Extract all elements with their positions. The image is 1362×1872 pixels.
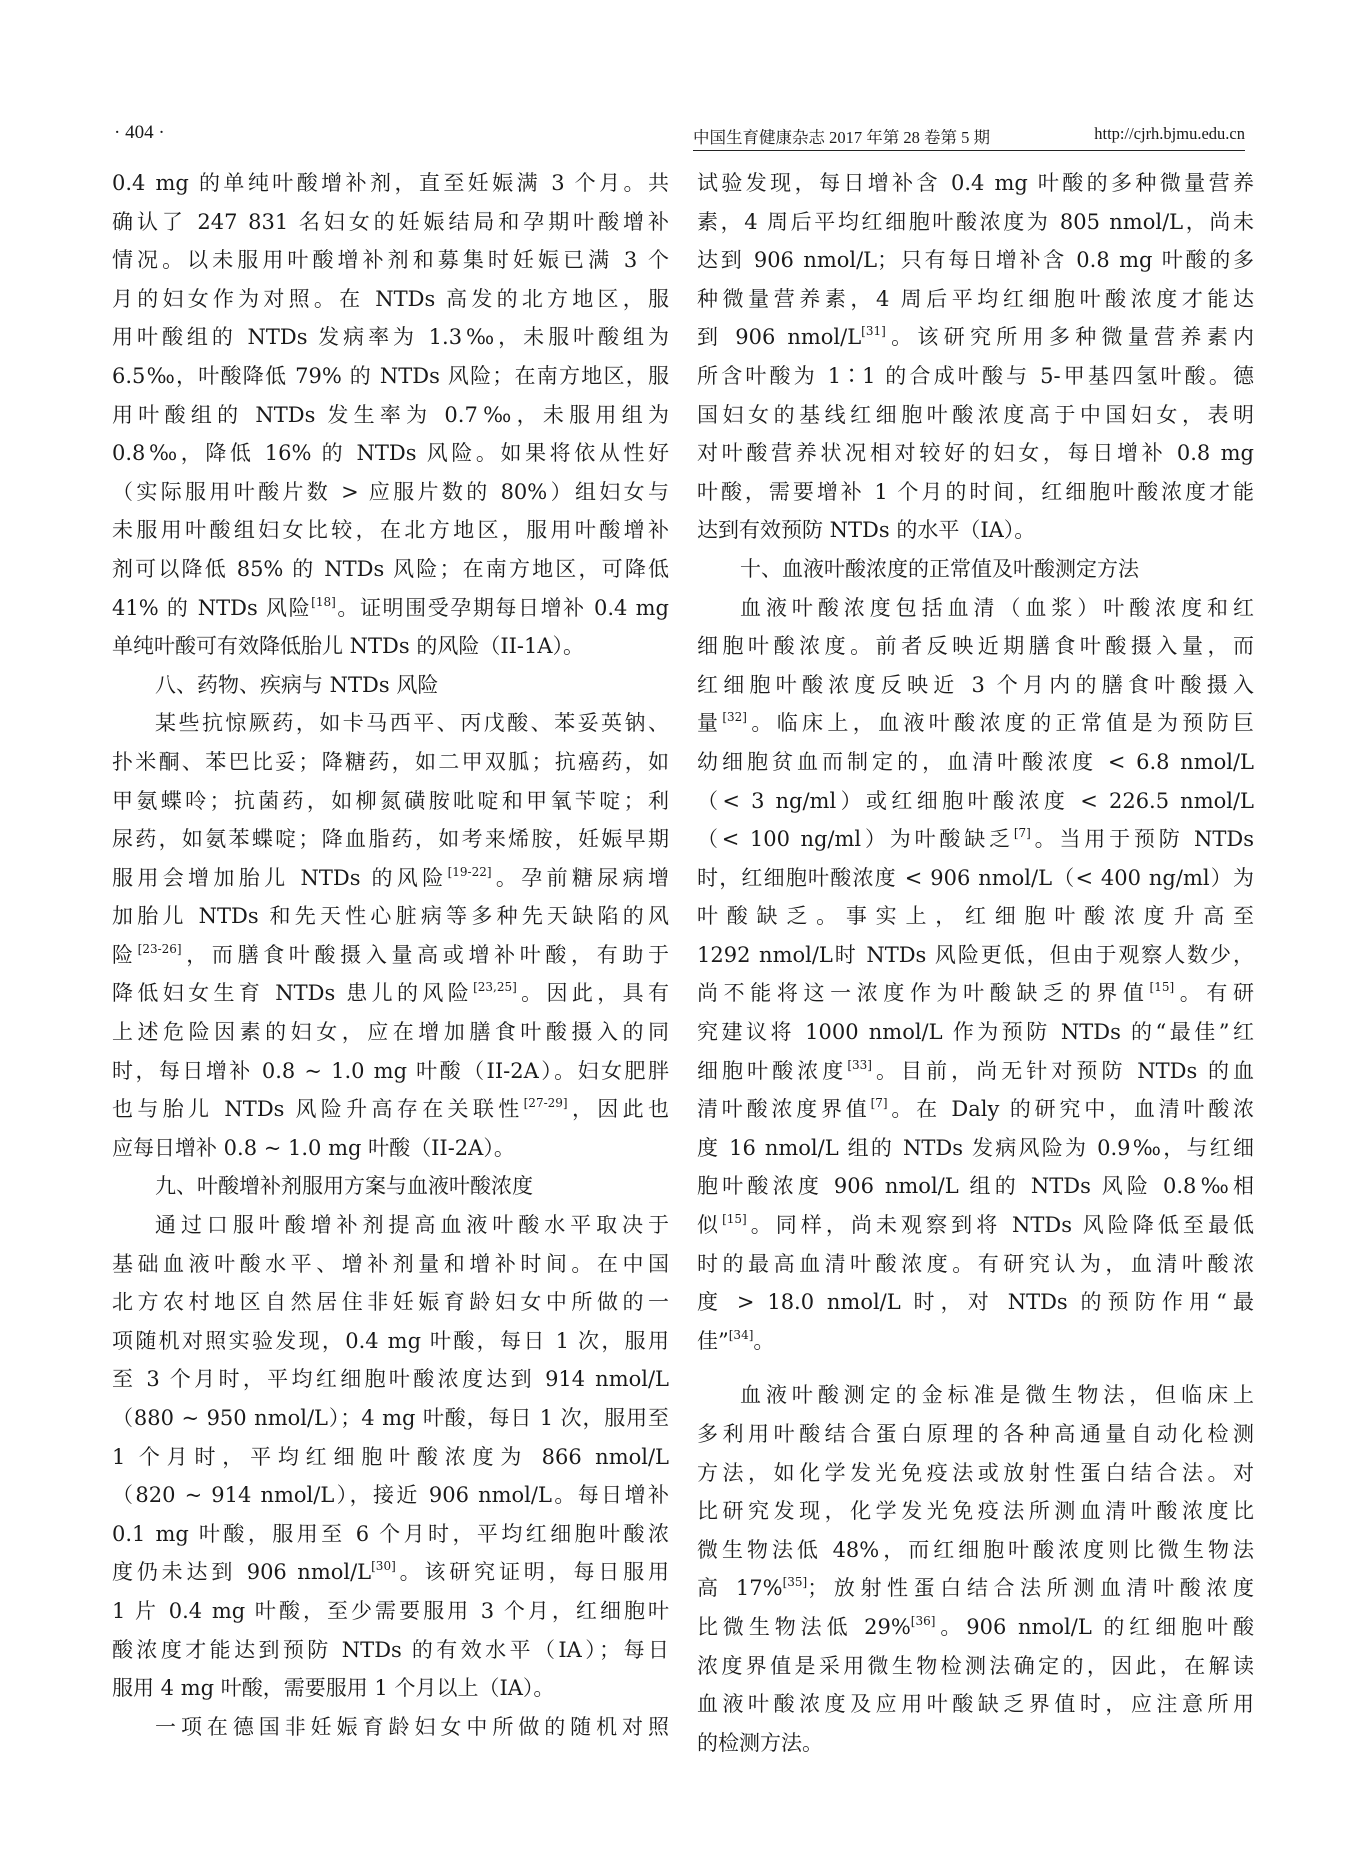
text-line <box>112 203 669 242</box>
line-text: 至 3 个月时，平均红细胞叶酸浓度达到 914 nmol/L <box>112 1367 669 1392</box>
line-text: （< 3 ng/ml）或红细胞叶酸浓度 < 226.5 nmol/L <box>697 788 1254 813</box>
text-line <box>112 1592 669 1631</box>
text-line <box>697 704 1254 743</box>
line-text: 度仍未达到 906 nmol/L <box>112 1560 372 1585</box>
text-line <box>697 1724 1254 1763</box>
line-text: 细胞叶酸浓度。前者反映近期膳食叶酸摄入量，而 <box>697 634 1254 659</box>
line-text: 0.1 mg 叶酸，服用至 6 个月时，平均红细胞叶酸浓 <box>112 1521 669 1546</box>
text-line <box>112 820 669 859</box>
line-text: 用叶酸组的 NTDs 发生率为 0.7‰，未服用组为 <box>112 402 669 427</box>
line-text: 叶酸，需要增补 1 个月的时间，红细胞叶酸浓度才能 <box>697 479 1254 504</box>
citation: [36] <box>910 1613 936 1628</box>
citation: [15] <box>722 1212 747 1227</box>
journal-url: http://cjrh.bjmu.edu.cn <box>1094 124 1245 143</box>
text-line <box>697 974 1254 1013</box>
line-text: 血液叶酸浓度包括血清（血浆）叶酸浓度和红 <box>740 595 1254 620</box>
text-line <box>112 434 669 473</box>
section-heading <box>697 550 1254 589</box>
line-text: （880 ~ 950 nmol/L）；4 mg 叶酸，每日 1 次，服用至 <box>112 1406 669 1430</box>
text-line <box>697 1052 1254 1091</box>
text-line <box>112 936 669 975</box>
text-line <box>112 1360 669 1399</box>
text-line <box>697 1454 1254 1493</box>
line-text: 剂可以降低 85% 的 NTDs 风险；在南方地区，可降低 <box>112 556 669 581</box>
text-line <box>112 318 669 357</box>
line-text: 。临床上，血液叶酸浓度的正常值是为预防巨 <box>747 711 1255 736</box>
line-text: （< 100 ng/ml）为叶酸缺乏 <box>697 827 1014 852</box>
text-line <box>112 1515 669 1554</box>
text-line <box>697 357 1254 396</box>
text-line <box>112 1476 669 1515</box>
text-line <box>697 936 1254 975</box>
text-line <box>112 1669 669 1708</box>
line-text: 达到有效预防 NTDs 的水平（IA）。 <box>697 518 1036 543</box>
text-line <box>697 820 1254 859</box>
text-line <box>697 1090 1254 1129</box>
text-line <box>697 434 1254 473</box>
line-text: 。当用于预防 NTDs <box>1030 827 1254 852</box>
text-line <box>112 589 669 628</box>
text-line <box>697 473 1254 512</box>
text-line <box>697 782 1254 821</box>
text-line <box>697 859 1254 898</box>
citation: [19-22] <box>447 864 492 879</box>
citation: [32] <box>722 710 747 725</box>
text-line <box>697 511 1254 550</box>
line-text: 。有研 <box>1174 981 1255 1006</box>
text-line <box>112 396 669 435</box>
line-text: 清叶酸浓度界值 <box>697 1097 871 1122</box>
line-text: 红细胞叶酸浓度反映近 3 个月内的膳食叶酸摄入 <box>697 672 1254 697</box>
text-line <box>697 1129 1254 1168</box>
left-column <box>112 164 669 1746</box>
running-head <box>693 124 1245 151</box>
line-text: （实际服用叶酸片数 > 应服片数的 80%）组妇女与 <box>112 479 669 504</box>
line-text: 尿药，如氨苯蝶啶；降血脂药，如考来烯胺，妊娠早期 <box>112 827 669 852</box>
line-text: 幼细胞贫血而制定的，血清叶酸浓度 < 6.8 nmol/L <box>697 749 1254 774</box>
line-text: 甲氨蝶呤；抗菌药，如柳氮磺胺吡啶和甲氧苄啶；利 <box>112 788 669 813</box>
text-line <box>697 1647 1254 1686</box>
line-text: 时，红细胞叶酸浓度 < 906 nmol/L（< 400 ng/ml）为 <box>697 865 1254 890</box>
line-text: 到 906 nmol/L <box>697 325 862 350</box>
line-text: 比微生物法低 29% <box>697 1614 911 1639</box>
line-text: 通过口服叶酸增补剂提高血液叶酸水平取决于 <box>155 1213 669 1238</box>
line-text: ；放射性蛋白结合法所测血清叶酸浓度 <box>807 1576 1254 1601</box>
line-text: 试验发现，每日增补含 0.4 mg 叶酸的多种微量营养 <box>697 171 1254 195</box>
line-text: 1292 nmol/L时 NTDs 风险更低，但由于观察人数少， <box>697 942 1254 967</box>
line-text: 达到 906 nmol/L；只有每日增补含 0.8 mg 叶酸的多 <box>697 248 1254 273</box>
citation: [15] <box>1149 980 1175 995</box>
citation: [35] <box>782 1575 808 1590</box>
text-line <box>112 1052 669 1091</box>
text-line <box>697 280 1254 319</box>
line-text: 时的最高血清叶酸浓度。有研究认为，血清叶酸浓 <box>697 1251 1254 1276</box>
line-text: ，因此也 <box>567 1097 669 1122</box>
line-text: 。该研究所用多种微量营养素内 <box>885 325 1254 350</box>
line-text: 素，4 周后平均红细胞叶酸浓度为 805 nmol/L，尚未 <box>697 209 1254 234</box>
citation: [7] <box>870 1096 888 1111</box>
section-heading <box>112 1167 669 1206</box>
citation: [23,25] <box>473 980 517 995</box>
citation: [31] <box>861 324 886 339</box>
text-line <box>112 897 669 936</box>
text-line <box>112 1631 669 1670</box>
line-text: 酸浓度才能达到预防 NTDs 的有效水平（IA）；每日 <box>112 1637 669 1662</box>
citation: [7] <box>1013 826 1031 841</box>
text-line <box>697 203 1254 242</box>
text-line <box>697 241 1254 280</box>
line-text: 所含叶酸为 1∶1 的合成叶酸与 5-甲基四氢叶酸。德 <box>697 363 1254 388</box>
line-text: 胞叶酸浓度 906 nmol/L 组的 NTDs 风险 0.8‰相 <box>697 1174 1254 1199</box>
line-text: 国妇女的基线红细胞叶酸浓度高于中国妇女，表明 <box>697 402 1254 427</box>
text-line <box>697 1608 1254 1647</box>
line-text: 。 <box>753 1328 775 1353</box>
line-text: 6.5‰，叶酸降低 79% 的 NTDs 风险；在南方地区，服 <box>112 363 669 388</box>
line-text: 扑米酮、苯巴比妥；降糖药，如二甲双胍；抗癌药，如 <box>112 749 669 774</box>
line-text: 似 <box>697 1213 723 1238</box>
line-text: 险 <box>112 942 138 967</box>
line-text: 浓度界值是采用微生物检测法确定的，因此，在解读 <box>697 1653 1254 1678</box>
line-text: 基础血液叶酸水平、增补剂量和增补时间。在中国 <box>112 1251 669 1276</box>
text-line <box>697 897 1254 936</box>
text-line <box>697 1283 1254 1322</box>
line-text: 九、叶酸增补剂服用方案与血液叶酸浓度 <box>155 1174 533 1199</box>
line-text: 月的妇女作为对照。在 NTDs 高发的北方地区，服 <box>112 286 669 311</box>
line-text: 。在 Daly 的研究中，血清叶酸浓 <box>887 1097 1255 1122</box>
line-text: 的检测方法。 <box>697 1730 823 1755</box>
line-text: 上述危险因素的妇女，应在增加膳食叶酸摄入的同 <box>112 1020 669 1045</box>
text-line <box>697 1569 1254 1608</box>
text-line <box>697 1685 1254 1724</box>
line-text: 血液叶酸浓度及应用叶酸缺乏界值时，应注意所用 <box>697 1692 1254 1717</box>
text-line <box>112 1399 669 1438</box>
line-text: 究建议将 1000 nmol/L 作为预防 NTDs 的“最佳”红 <box>697 1020 1254 1045</box>
journal-title: 中国生育健康杂志 2017 年第 28 卷第 5 期 <box>693 128 990 147</box>
text-line <box>697 318 1254 357</box>
page-number: · 404 · <box>114 122 165 143</box>
line-text: 。906 nmol/L 的红细胞叶酸 <box>935 1614 1254 1639</box>
citation: [30] <box>371 1559 396 1574</box>
line-text: 血液叶酸测定的金标准是微生物法，但临床上 <box>740 1383 1254 1408</box>
line-text: 佳” <box>697 1328 729 1353</box>
text-line <box>697 1376 1254 1415</box>
text-line <box>697 164 1254 203</box>
line-text: 。孕前糖尿病增 <box>491 865 669 890</box>
text-line <box>697 1492 1254 1531</box>
text-line <box>697 666 1254 705</box>
text-line <box>112 511 669 550</box>
line-text: 1 片 0.4 mg 叶酸，至少需要服用 3 个月，红细胞叶 <box>112 1598 669 1623</box>
line-text: 应每日增补 0.8 ~ 1.0 mg 叶酸（II-2A）。 <box>112 1135 515 1160</box>
citation: [33] <box>847 1057 872 1072</box>
citation: [23-26] <box>137 941 182 956</box>
text-line <box>112 1708 669 1747</box>
text-line <box>697 396 1254 435</box>
text-line <box>697 1531 1254 1570</box>
text-line <box>112 164 669 203</box>
line-text: 。证明围受孕期每日增补 0.4 mg <box>335 595 669 620</box>
line-text: 单纯叶酸可有效降低胎儿 NTDs 的风险（II-1A）。 <box>112 634 585 659</box>
line-text: 叶酸缺乏。事实上，红细胞叶酸浓度升高至 <box>697 904 1254 929</box>
line-text: 一项在德国非妊娠育龄妇女中所做的随机对照 <box>155 1714 669 1739</box>
line-text: 0.4 mg 的单纯叶酸增补剂，直至妊娠满 3 个月。共 <box>112 171 669 195</box>
text-line <box>112 782 669 821</box>
line-text: 41% 的 NTDs 风险 <box>112 595 312 620</box>
right-column <box>697 164 1254 1762</box>
line-text: 。目前，尚无针对预防 NTDs 的血 <box>871 1058 1254 1083</box>
line-text: 八、药物、疾病与 NTDs 风险 <box>155 672 439 697</box>
line-text: 方法，如化学发光免疫法或放射性蛋白结合法。对 <box>697 1460 1254 1485</box>
text-line <box>697 627 1254 666</box>
line-text: 。同样，尚未观察到将 NTDs 风险降低至最低 <box>746 1213 1254 1238</box>
text-line <box>112 1283 669 1322</box>
text-line <box>697 1245 1254 1284</box>
text-line <box>697 1167 1254 1206</box>
line-text: 某些抗惊厥药，如卡马西平、丙戊酸、苯妥英钠、 <box>155 711 669 736</box>
line-text: 尚不能将这一浓度作为叶酸缺乏的界值 <box>697 981 1150 1006</box>
section-heading <box>112 666 669 705</box>
citation: [18] <box>311 594 336 609</box>
line-text: 服用会增加胎儿 NTDs 的风险 <box>112 865 448 890</box>
line-text: 。因此，具有 <box>516 981 669 1006</box>
text-line <box>112 241 669 280</box>
line-text: 量 <box>697 711 723 736</box>
text-line <box>112 974 669 1013</box>
line-text: 降低妇女生育 NTDs 患儿的风险 <box>112 981 474 1006</box>
line-text: 1 个月时，平均红细胞叶酸浓度为 866 nmol/L <box>112 1444 669 1469</box>
text-line <box>112 1090 669 1129</box>
text-line <box>112 357 669 396</box>
text-line <box>112 1322 669 1361</box>
line-text: 服用 4 mg 叶酸，需要服用 1 个月以上（IA）。 <box>112 1676 555 1701</box>
text-line <box>112 1553 669 1592</box>
text-line <box>112 1206 669 1245</box>
line-text: 项随机对照实验发现，0.4 mg 叶酸，每日 1 次，服用 <box>112 1328 669 1353</box>
line-text: 用叶酸组的 NTDs 发病率为 1.3‰，未服叶酸组为 <box>112 325 669 350</box>
citation: [34] <box>728 1327 754 1342</box>
text-line <box>697 1013 1254 1052</box>
text-line <box>697 589 1254 628</box>
line-text: 对叶酸营养状况相对较好的妇女，每日增补 0.8 mg <box>697 441 1254 466</box>
line-text: 十、血液叶酸浓度的正常值及叶酸测定方法 <box>740 556 1139 581</box>
text-line <box>112 1245 669 1284</box>
text-line <box>697 1206 1254 1245</box>
text-line <box>112 1438 669 1477</box>
line-text: 种微量营养素，4 周后平均红细胞叶酸浓度才能达 <box>697 286 1254 311</box>
line-text: 加胎儿 NTDs 和先天性心脏病等多种先天缺陷的风 <box>112 904 669 929</box>
text-line <box>112 1013 669 1052</box>
text-line <box>697 1415 1254 1454</box>
line-text: ，而膳食叶酸摄入量高或增补叶酸，有助于 <box>181 942 670 967</box>
text-line <box>112 704 669 743</box>
line-text: 比研究发现，化学发光免疫法所测血清叶酸浓度比 <box>697 1499 1254 1524</box>
line-text: 时，每日增补 0.8 ~ 1.0 mg 叶酸（II-2A）。妇女肥胖 <box>112 1058 669 1083</box>
line-text: 微生物法低 48%，而红细胞叶酸浓度则比微生物法 <box>697 1537 1254 1562</box>
text-line <box>697 743 1254 782</box>
line-text: 。该研究证明，每日服用 <box>395 1560 669 1585</box>
text-line <box>697 1322 1254 1361</box>
line-text: 0.8‰，降低 16% 的 NTDs 风险。如果将依从性好 <box>112 441 669 466</box>
line-text: 度 > 18.0 nmol/L 时，对 NTDs 的预防作用“最 <box>697 1290 1254 1315</box>
line-text: 未服用叶酸组妇女比较，在北方地区，服用叶酸增补 <box>112 518 669 543</box>
line-text: 也与胎儿 NTDs 风险升高存在关联性 <box>112 1097 524 1122</box>
line-text: 度 16 nmol/L 组的 NTDs 发病风险为 0.9‰，与红细 <box>697 1135 1254 1160</box>
text-line <box>112 1129 669 1168</box>
text-line <box>112 550 669 589</box>
text-line <box>112 859 669 898</box>
text-line <box>112 280 669 319</box>
line-text: 细胞叶酸浓度 <box>697 1058 848 1083</box>
text-line <box>112 627 669 666</box>
text-line <box>112 473 669 512</box>
line-text: 多利用叶酸结合蛋白原理的各种高通量自动化检测 <box>697 1422 1254 1446</box>
citation: [27-29] <box>523 1096 568 1111</box>
line-text: 确认了 247 831 名妇女的妊娠结局和孕期叶酸增补 <box>112 209 669 234</box>
line-text: 高 17% <box>697 1576 783 1601</box>
line-text: 北方农村地区自然居住非妊娠育龄妇女中所做的一 <box>112 1290 669 1315</box>
line-text: （820 ~ 914 nmol/L），接近 906 nmol/L。每日增补 <box>112 1483 669 1508</box>
text-line <box>112 743 669 782</box>
line-text: 情况。以未服用叶酸增补剂和募集时妊娠已满 3 个 <box>112 248 669 273</box>
